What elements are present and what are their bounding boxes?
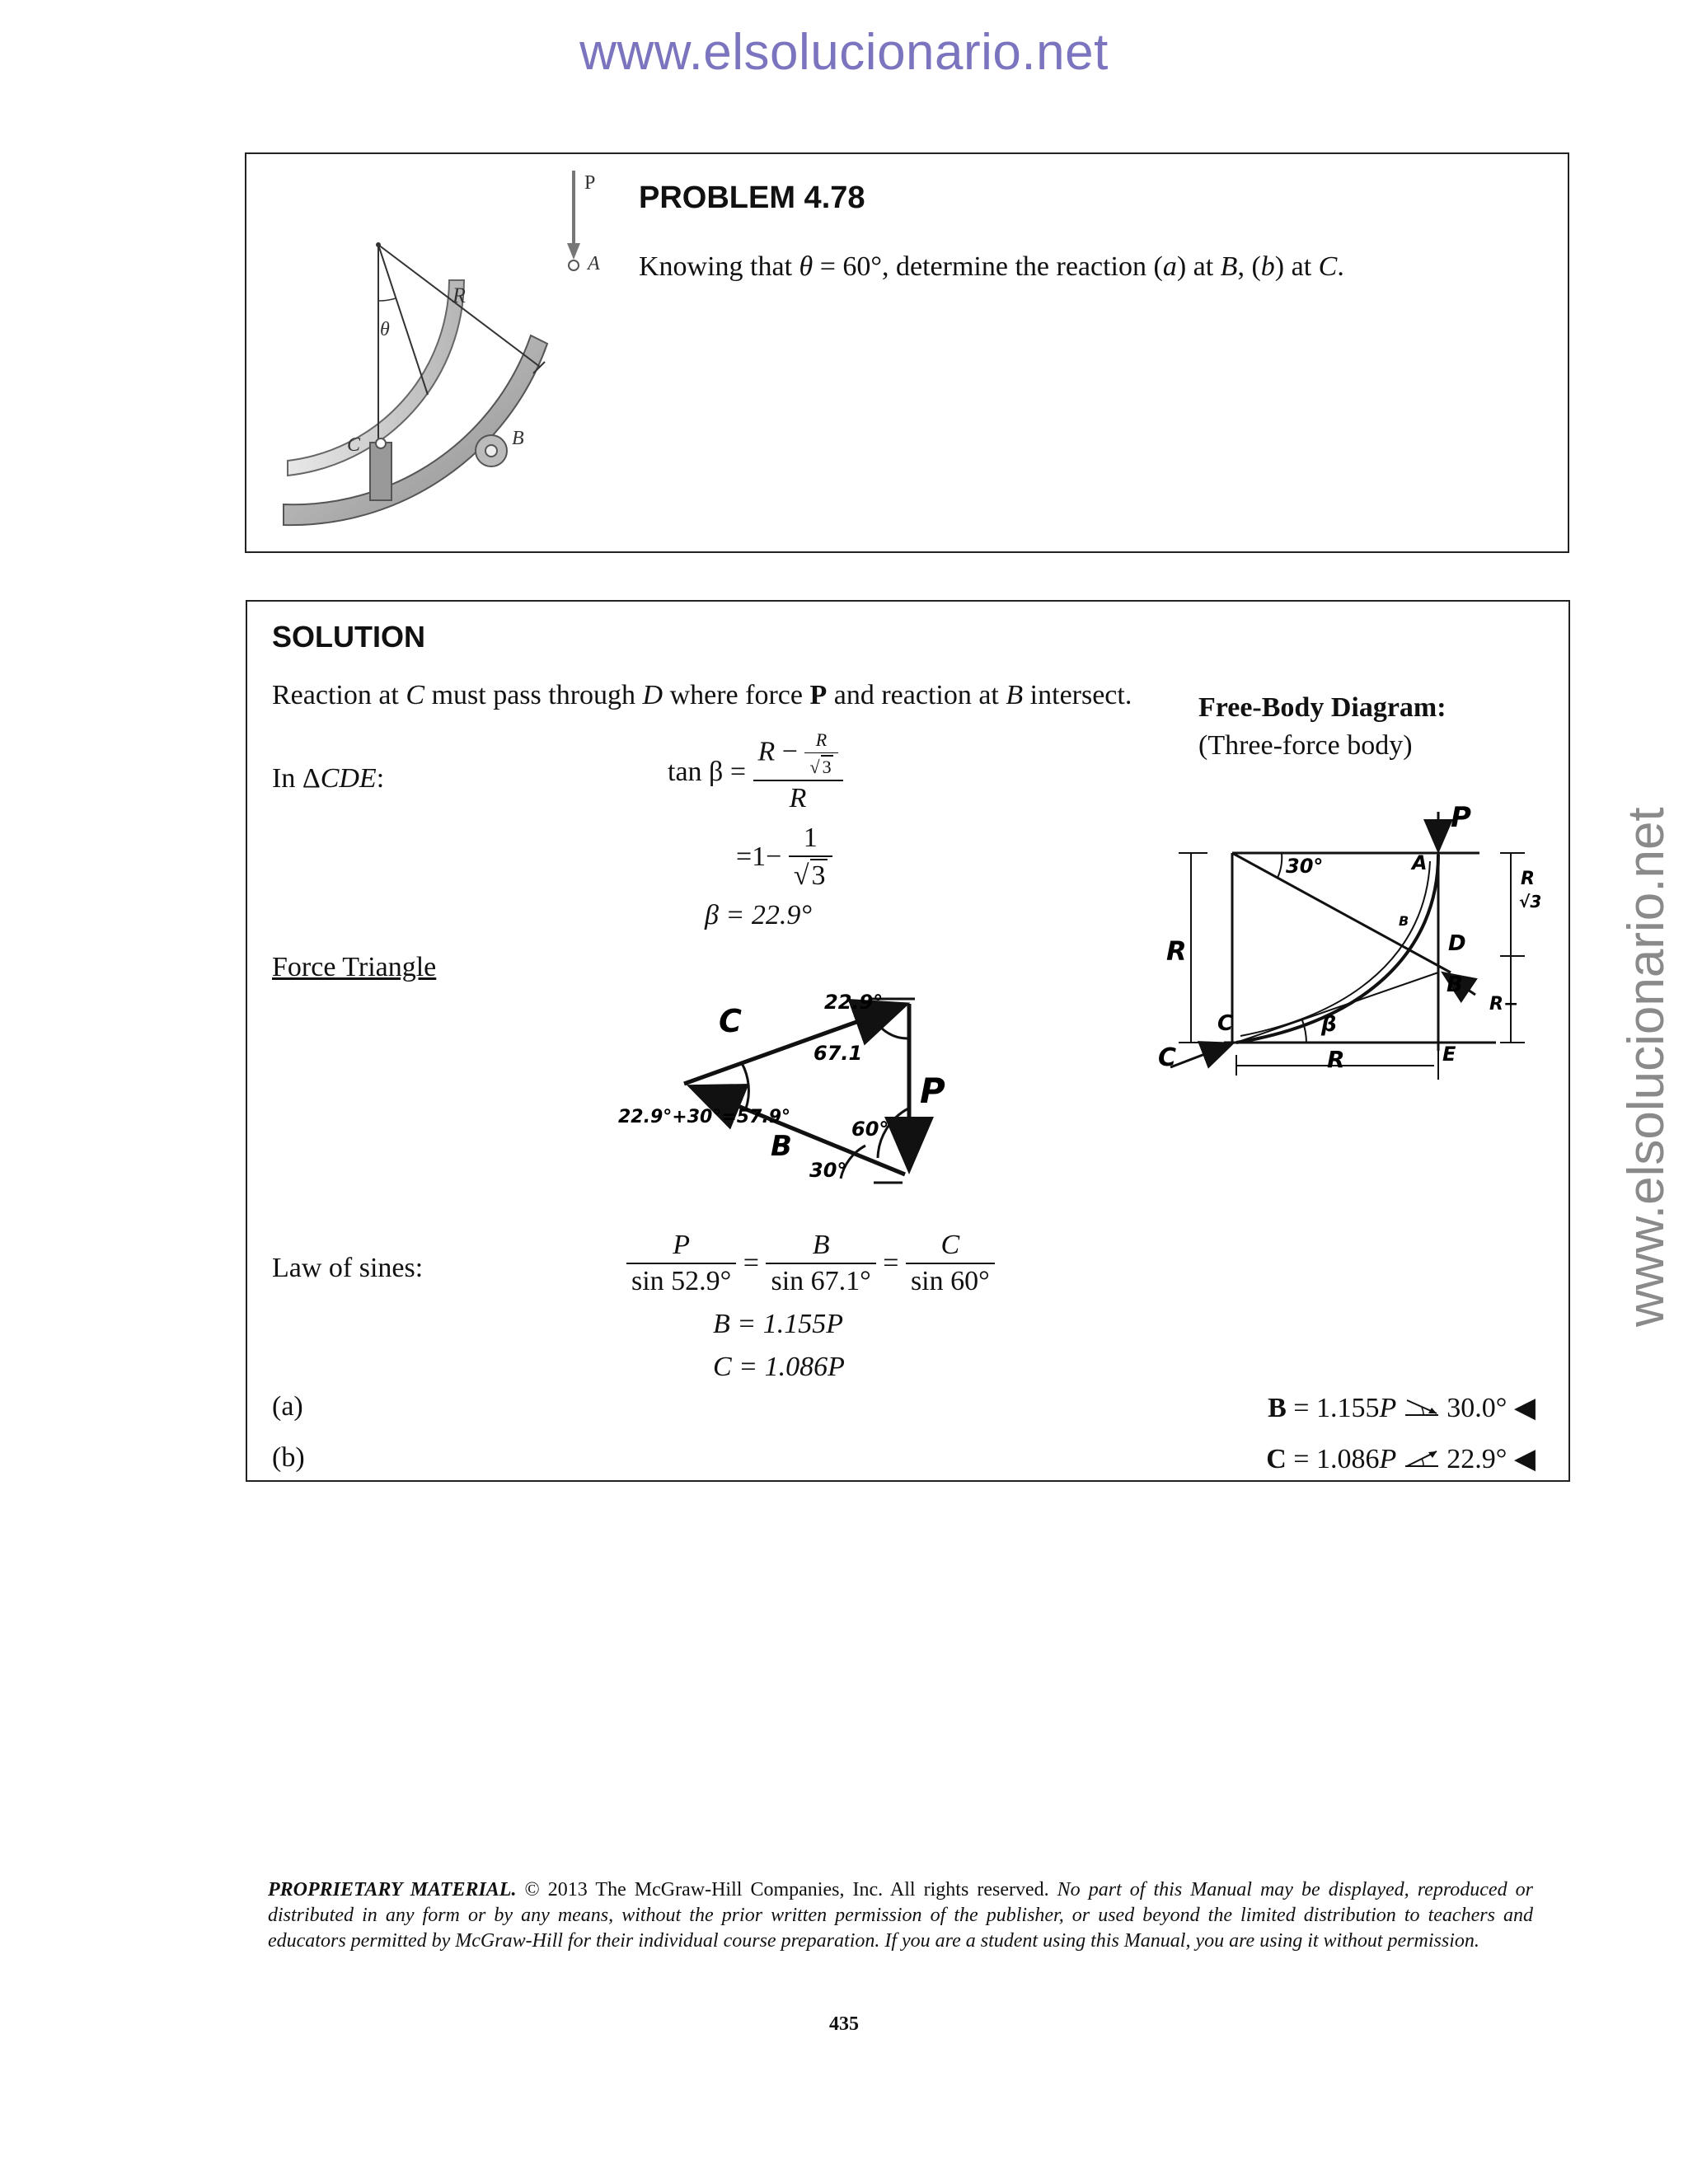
load-arrow-head	[567, 243, 580, 260]
label-theta: θ	[380, 319, 390, 340]
fbd-title: Free-Body Diagram:	[1198, 692, 1447, 723]
svg-text:67.1: 67.1	[814, 1042, 863, 1065]
watermark-side: www.elsolucionario.net	[1618, 807, 1675, 1327]
label-C: C	[347, 434, 361, 456]
svg-text:C: C	[719, 1003, 742, 1039]
label-A: A	[588, 253, 600, 274]
svg-text:P: P	[1451, 801, 1471, 834]
svg-text:√3: √3	[1519, 892, 1542, 912]
svg-text:B: B	[1447, 972, 1463, 997]
svg-text:C: C	[1217, 1011, 1234, 1036]
free-body-diagram	[1158, 801, 1554, 1084]
label-P: P	[584, 172, 596, 194]
tri-C-side	[684, 1005, 903, 1084]
svg-text:R: R	[1166, 935, 1187, 967]
triangle-label: In ΔCDE:	[272, 763, 385, 794]
angle-up-icon	[1404, 1448, 1440, 1469]
support-C	[370, 443, 392, 500]
svg-text:P: P	[920, 1071, 945, 1111]
answer-a-label: (a)	[272, 1391, 303, 1422]
fbd-subtitle: (Three-force body)	[1198, 730, 1413, 761]
solution-box	[246, 600, 1570, 1482]
svg-text:22.9°: 22.9°	[824, 991, 884, 1014]
svg-text:C: C	[1158, 1043, 1177, 1072]
solution-title: SOLUTION	[272, 620, 425, 654]
label-R: R	[452, 284, 466, 307]
svg-text:60°: 60°	[851, 1118, 889, 1141]
problem-title: PROBLEM 4.78	[639, 180, 865, 215]
svg-text:β: β	[1321, 1012, 1337, 1037]
watermark-top: www.elsolucionario.net	[579, 24, 1109, 81]
answer-b-label: (b)	[272, 1442, 305, 1473]
angle-down-icon	[1404, 1397, 1440, 1418]
tan-beta-simplified: =1− $\frac{1}{√3}$	[736, 823, 832, 892]
tan-beta-equation: tan β = R − $\frac{R}{√ 3}$ R	[668, 729, 843, 814]
svg-text:A: A	[1412, 851, 1428, 874]
B-result: B = 1.155P	[713, 1309, 843, 1339]
svg-text:R: R	[1521, 869, 1535, 889]
answer-a: B = 1.155P 30.0° ◀	[1268, 1393, 1536, 1423]
svg-text:D: D	[1448, 931, 1466, 956]
label-B: B	[512, 428, 524, 449]
page-number: 435	[829, 2013, 859, 2035]
svg-text:22.9°+30°=57.9°: 22.9°+30°=57.9°	[618, 1107, 791, 1127]
law-of-sines-label: Law of sines:	[272, 1253, 424, 1283]
problem-box	[245, 152, 1569, 553]
svg-text:30°: 30°	[1286, 855, 1324, 878]
svg-text:R: R	[1327, 1046, 1345, 1073]
fixed-rail	[284, 335, 547, 525]
pin-C	[376, 438, 386, 448]
force-triangle-diagram	[618, 981, 945, 1203]
theta-arc	[378, 298, 396, 301]
problem-figure	[296, 171, 601, 533]
copyright-footer: PROPRIETARY MATERIAL. © 2013 The McGraw-Hill Companies, Inc. All rights reserved. No part of this Manual may be displayed, reproduced or distributed in any form or by any means, without the prior written permission of the publisher, or used beyond the limited distribution to teachers and educators permitted by McGraw-Hill for their individual course preparation. If you are a student using this Manual, you are using it without permission.	[268, 1879, 1533, 1952]
beta-result: β = 22.9°	[705, 900, 812, 930]
answer-marker-icon: ◀	[1513, 1393, 1536, 1423]
pin-A	[569, 260, 579, 270]
answer-b: C = 1.086P 22.9° ◀	[1266, 1444, 1536, 1474]
svg-text:B: B	[771, 1130, 792, 1163]
svg-text:E: E	[1442, 1043, 1456, 1066]
force-triangle-label: Force Triangle	[272, 952, 437, 982]
solution-intro: Reaction at C must pass through D where force P and reaction at B intersect.	[272, 680, 1132, 710]
svg-text:30°: 30°	[809, 1159, 847, 1182]
svg-text:R−: R−	[1489, 994, 1519, 1015]
law-of-sines-equation: $\frac{P}{\sin 52.9^\circ}$ = $\frac{B}{\sin 67.1^\circ}$ = $\frac{C}{\sin 60^\circ}$	[626, 1230, 995, 1297]
C-result: C = 1.086P	[713, 1352, 845, 1382]
answer-marker-icon: ◀	[1513, 1444, 1536, 1474]
problem-statement: Knowing that θ = 60°, determine the reaction (a) at B, (b) at C.	[639, 251, 1344, 282]
svg-text:B: B	[1399, 913, 1409, 929]
